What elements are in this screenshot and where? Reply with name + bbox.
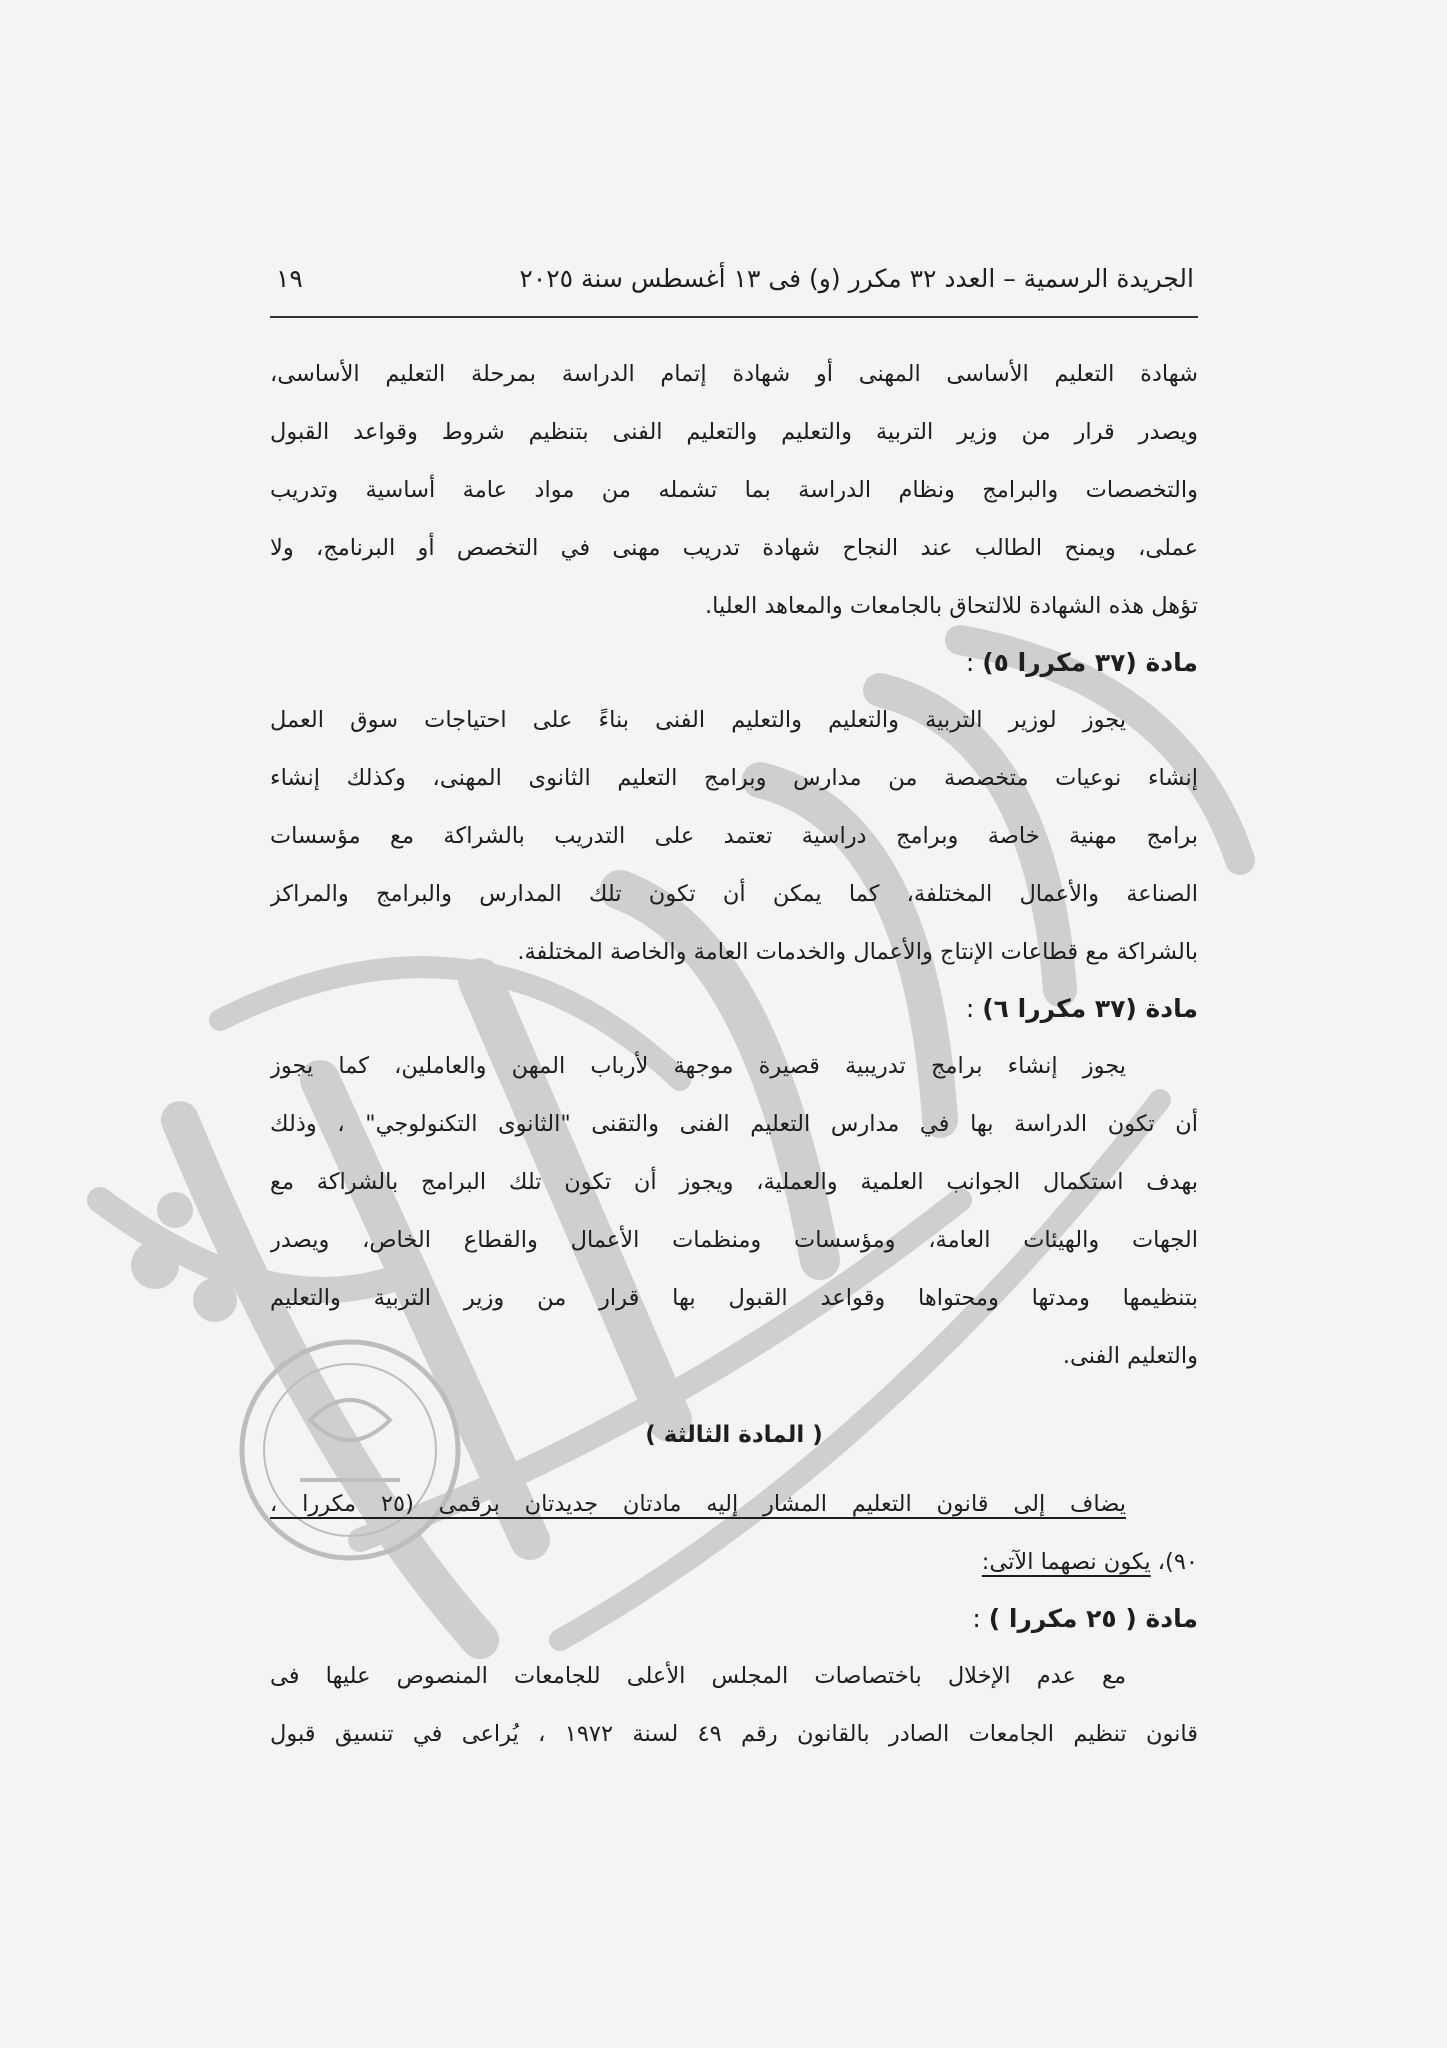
text-line: قانون تنظيم الجامعات الصادر بالقانون رقم ٤٩ لسنة ١٩٧٢ ، يُراعى في تنسيق قبول [270,1721,1198,1747]
article-heading [270,981,1198,1037]
article-heading-text: مادة (٣٧ مكررا ٥) [982,648,1198,677]
article-heading [270,635,1198,691]
article-body [270,1037,1198,1385]
text-line: والتعليم الفنى. [1062,1343,1198,1369]
text-line: بالشراكة مع قطاعات الإنتاج والأعمال والخدمات العامة والخاصة المختلفة. [517,939,1198,965]
text-line: يضاف إلى قانون التعليم المشار إليه مادتان جديدتان برقمى (٢٥ مكررا ، [270,1491,1126,1517]
paragraph-continued [270,345,1198,635]
document-body [270,345,1198,1763]
section-title: ( المادة الثالثة ) [645,1422,823,1448]
article-heading [270,1591,1198,1647]
heading-colon: : [965,994,983,1023]
heading-colon: : [965,648,983,677]
text-line: ويصدر قرار من وزير التربية والتعليم والتعليم الفنى بتنظيم شروط وقواعد القبول [270,419,1198,445]
text-line: برامج مهنية خاصة وبرامج دراسية تعتمد على التدريب بالشراكة مع مؤسسات [270,823,1198,849]
text-line: والتخصصات والبرامج ونظام الدراسة بما تشمله من مواد عامة أساسية وتدريب [270,477,1198,503]
text-line: بهدف استكمال الجوانب العلمية والعملية، ويجوز أن تكون تلك البرامج بالشراكة مع [270,1169,1198,1195]
text-line: يجوز إنشاء برامج تدريبية قصيرة موجهة لأرباب المهن والعاملين، كما يجوز [270,1053,1126,1079]
text-line: مع عدم الإخلال باختصاصات المجلس الأعلى للجامعات المنصوص عليها فى [270,1663,1126,1689]
article-body [270,1647,1198,1763]
text-fragment-underlined: يكون نصهما الآتى: [981,1549,1151,1575]
text-line: أن تكون الدراسة بها في مدارس التعليم الفنى والتقنى "الثانوى التكنولوجي" ، وذلك [270,1111,1198,1137]
heading-colon: : [972,1604,989,1633]
text-line: عملى، ويمنح الطالب عند النجاح شهادة تدريب مهنى في التخصص أو البرنامج، ولا [270,535,1198,561]
article-body [270,691,1198,981]
section-intro [270,1475,1198,1591]
text-line: إنشاء نوعيات متخصصة من مدارس وبرامج التعليم الثانوى المهنى، وكذلك إنشاء [270,765,1198,791]
page-number: ١٩ [276,264,303,293]
text-line: الجهات والهيئات العامة، ومؤسسات ومنظمات الأعمال والقطاع الخاص، ويصدر [270,1227,1198,1253]
text-line [270,1533,1198,1591]
gazette-title: الجريدة الرسمية – العدد ٣٢ مكرر (و) فى ١٣ أغسطس سنة ٢٠٢٥ [519,264,1194,293]
text-line: يجوز لوزير التربية والتعليم والتعليم الفنى بناءً على احتياجات سوق العمل [270,707,1126,733]
article-heading-text: مادة ( ٢٥ مكررا ) [988,1604,1198,1633]
text-line: بتنظيمها ومدتها ومحتواها وقواعد القبول بها قرار من وزير التربية والتعليم [270,1285,1198,1311]
text-line: تؤهل هذه الشهادة للالتحاق بالجامعات والمعاهد العليا. [704,593,1198,619]
page-header [270,262,1198,318]
text-fragment: ٩٠)، [1150,1549,1198,1575]
article-heading-text: مادة (٣٧ مكررا ٦) [982,994,1198,1023]
text-line: الصناعة والأعمال المختلفة، كما يمكن أن تكون تلك المدارس والبرامج والمراكز [270,881,1198,907]
text-line: شهادة التعليم الأساسى المهنى أو شهادة إتمام الدراسة بمرحلة التعليم الأساسى، [270,361,1198,387]
